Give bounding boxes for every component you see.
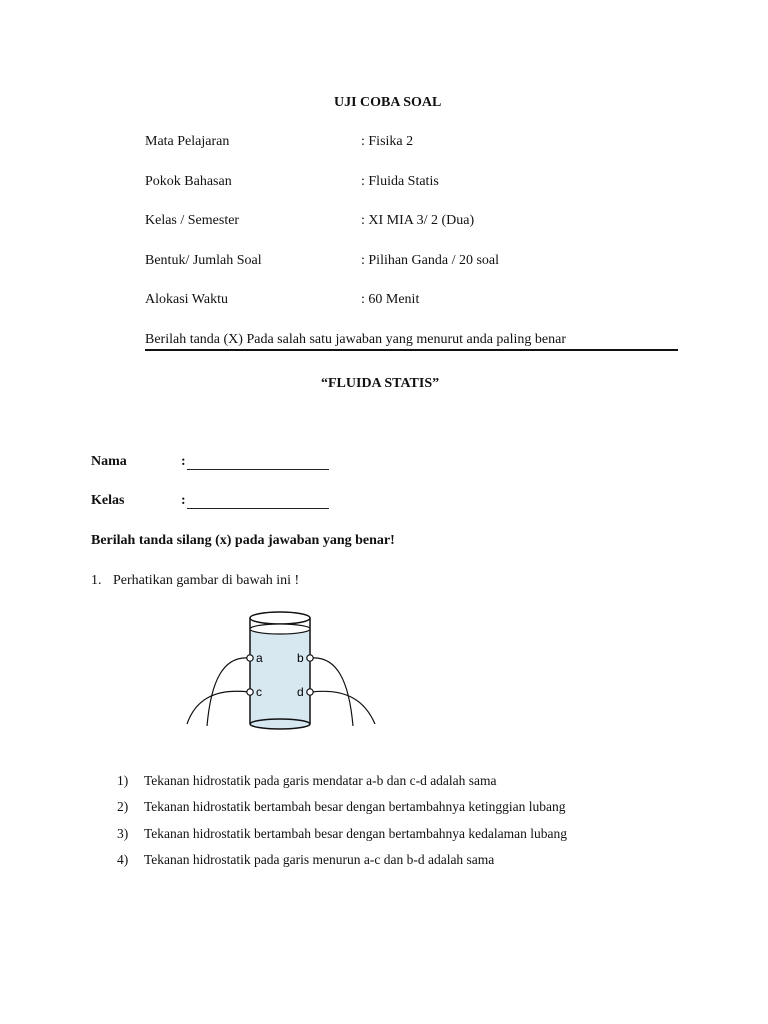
page-title: UJI COBA SOAL (334, 95, 442, 110)
question-text: Perhatikan gambar di bawah ini ! (113, 573, 300, 588)
header-instruction: Berilah tanda (X) Pada salah satu jawaban yang menurut anda paling benar (145, 332, 567, 347)
statement-text-4: Tekanan hidrostatik pada garis menurun a-c dan b-d adalah sama (144, 852, 495, 867)
field-label-topic: Pokok Bahasan (145, 174, 232, 189)
statement-text-3: Tekanan hidrostatik bertambah besar dengan bertambahnya kedalaman lubang (144, 826, 568, 841)
hole-label-d: d (297, 685, 304, 699)
header-rule (145, 349, 678, 351)
statement-number-3: 3) (117, 826, 129, 841)
name-blank-line[interactable] (187, 469, 329, 470)
container-figure (183, 606, 383, 736)
answer-instruction: Berilah tanda silang (x) pada jawaban yang benar! (91, 533, 395, 548)
field-label-subject: Mata Pelajaran (145, 134, 230, 149)
statement-text-2: Tekanan hidrostatik bertambah besar dengan bertambahnya ketinggian lubang (144, 799, 566, 814)
field-value-time: : 60 Menit (361, 292, 420, 307)
field-label-question-format: Bentuk/ Jumlah Soal (145, 253, 262, 268)
statement-number-1: 1) (117, 773, 129, 788)
statement-number-2: 2) (117, 799, 129, 814)
exam-subtitle: “FLUIDA STATIS” (321, 376, 440, 391)
class-label: Kelas (91, 493, 125, 508)
field-value-subject: : Fisika 2 (361, 134, 414, 149)
class-colon: : (181, 493, 186, 508)
name-label: Nama (91, 454, 127, 469)
class-blank-line[interactable] (187, 508, 329, 509)
question-number: 1. (91, 573, 102, 588)
field-label-class-semester: Kelas / Semester (145, 213, 240, 228)
name-colon: : (181, 454, 186, 469)
hole-label-b: b (297, 651, 304, 665)
hole-label-c: c (256, 685, 262, 699)
field-label-time: Alokasi Waktu (145, 292, 228, 307)
hole-label-a: a (256, 651, 263, 665)
statement-number-4: 4) (117, 852, 129, 867)
field-value-topic: : Fluida Statis (361, 174, 439, 189)
statement-text-1: Tekanan hidrostatik pada garis mendatar a-b dan c-d adalah sama (144, 773, 497, 788)
field-value-class-semester: : XI MIA 3/ 2 (Dua) (361, 213, 475, 228)
field-value-question-format: : Pilihan Ganda / 20 soal (361, 253, 500, 268)
